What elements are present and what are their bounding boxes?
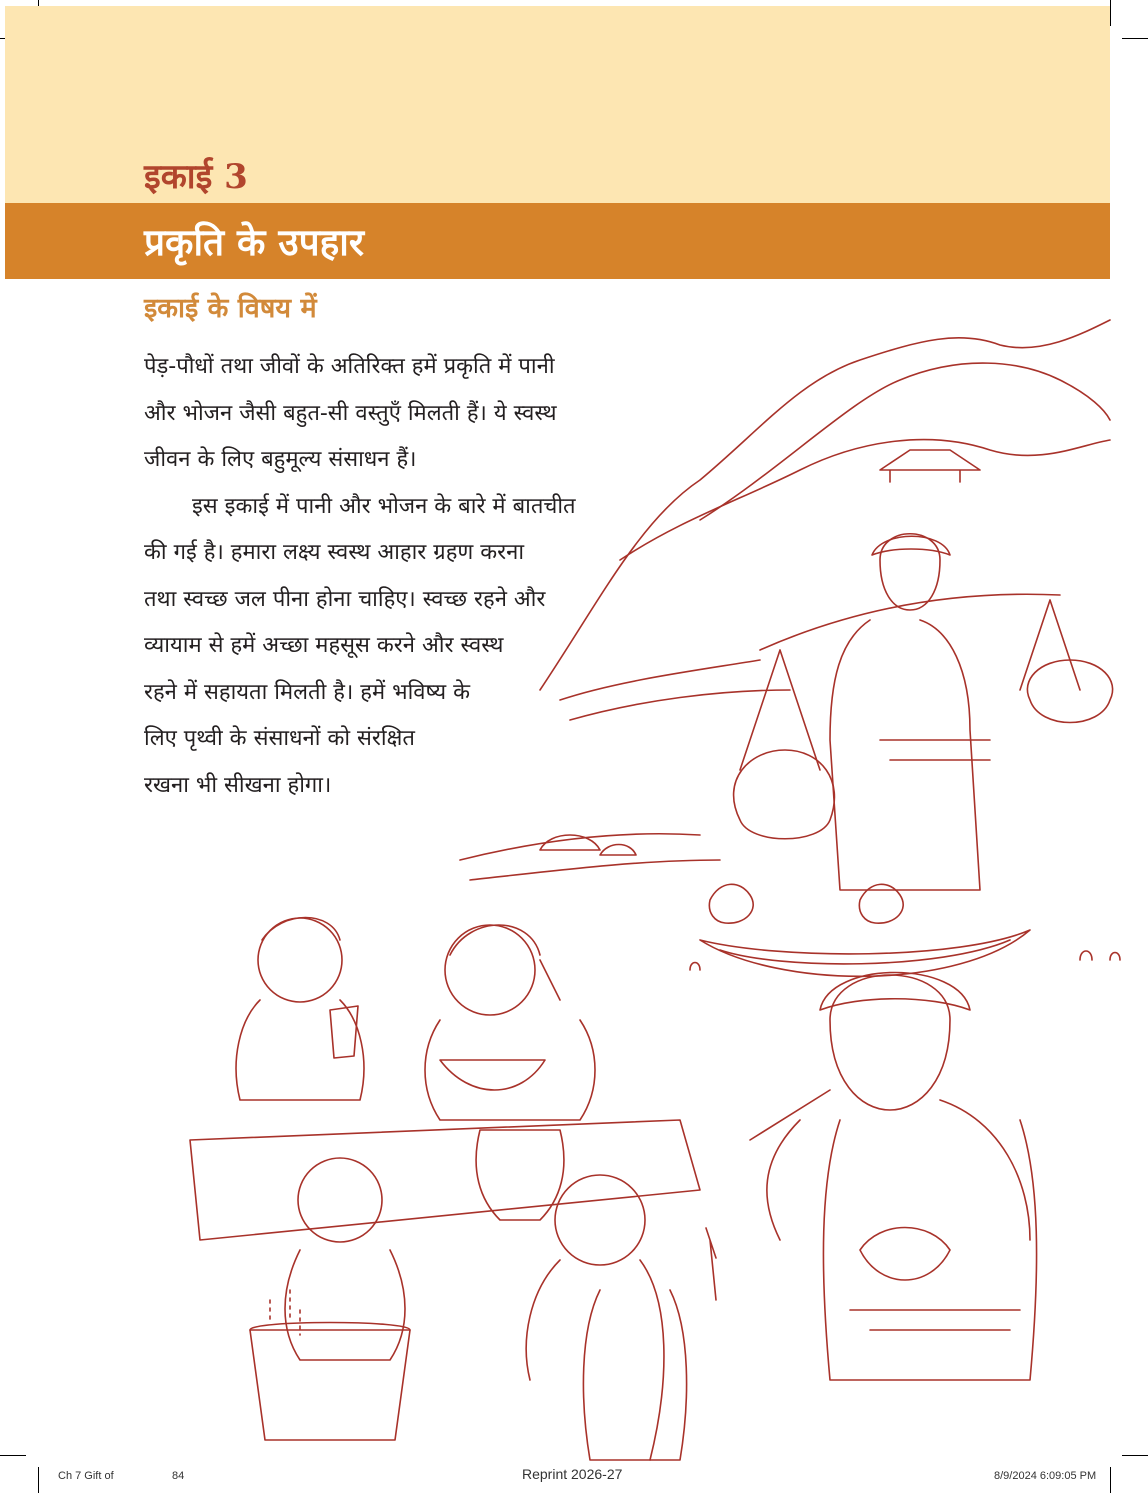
duck [709,884,753,923]
unit-number: इकाई 3 [144,157,248,197]
footer-file-label: Ch 7 Gift of [58,1470,114,1482]
body-line: व्यायाम से हमें अच्छा महसूस करने और स्वस्थ [144,633,504,658]
carrying-pole [760,594,1060,650]
turban-man-head [880,534,940,610]
unit-title: प्रकृति के उपहार [144,221,364,264]
body-line: पेड़-पौधों तथा जीवों के अतिरिक्त हमें प्रकृति में पानी [144,354,555,379]
old-man-body [823,1120,1036,1380]
body-line: इस इकाई में पानी और भोजन के बारे में बातचीत [192,493,576,519]
body-line: रहने में सहायता मिलती है। हमें भविष्य के [144,679,470,705]
picnic-mat [190,1120,700,1240]
body-line: तथा स्वच्छ जल पीना होना चाहिए। स्वच्छ रहने और [144,586,546,612]
body-line: और भोजन जैसी बहुत-सी वस्तुएँ मिलती हैं। ये स्वस्थ [144,400,557,426]
bucket [250,1330,410,1440]
body-line: जीवन के लिए बहुमूल्य संसाधन हैं। [144,447,417,472]
girl-brushing-head [555,1175,645,1265]
boat [700,930,1030,976]
toothbrush [706,1228,716,1300]
man-body [830,620,980,890]
footer-reprint: Reprint 2026-27 [522,1466,623,1482]
girl-head [445,925,535,1015]
stick-brush [750,1090,830,1140]
section-body [144,347,644,812]
glass [330,1006,358,1058]
boy-bathing-head [298,1158,382,1242]
bowl [860,1228,950,1281]
section-heading: इकाई के विषय में [144,293,317,324]
body-line: लिए पृथ्वी के संसाधनों को संरक्षित [144,726,415,751]
footer-timestamp: 8/9/2024 6:09:05 PM [994,1470,1097,1482]
footer-page-number: 84 [172,1470,185,1482]
jug [476,1130,564,1220]
old-man-head [830,975,950,1110]
right-pot [1027,660,1112,723]
watermelon-slice [440,1060,545,1090]
body-line: की गई है। हमारा लक्ष्य स्वस्थ आहार ग्रहण करना [144,540,525,565]
left-pot [734,750,835,839]
body-line: रखना भी सीखना होगा। [144,772,332,798]
